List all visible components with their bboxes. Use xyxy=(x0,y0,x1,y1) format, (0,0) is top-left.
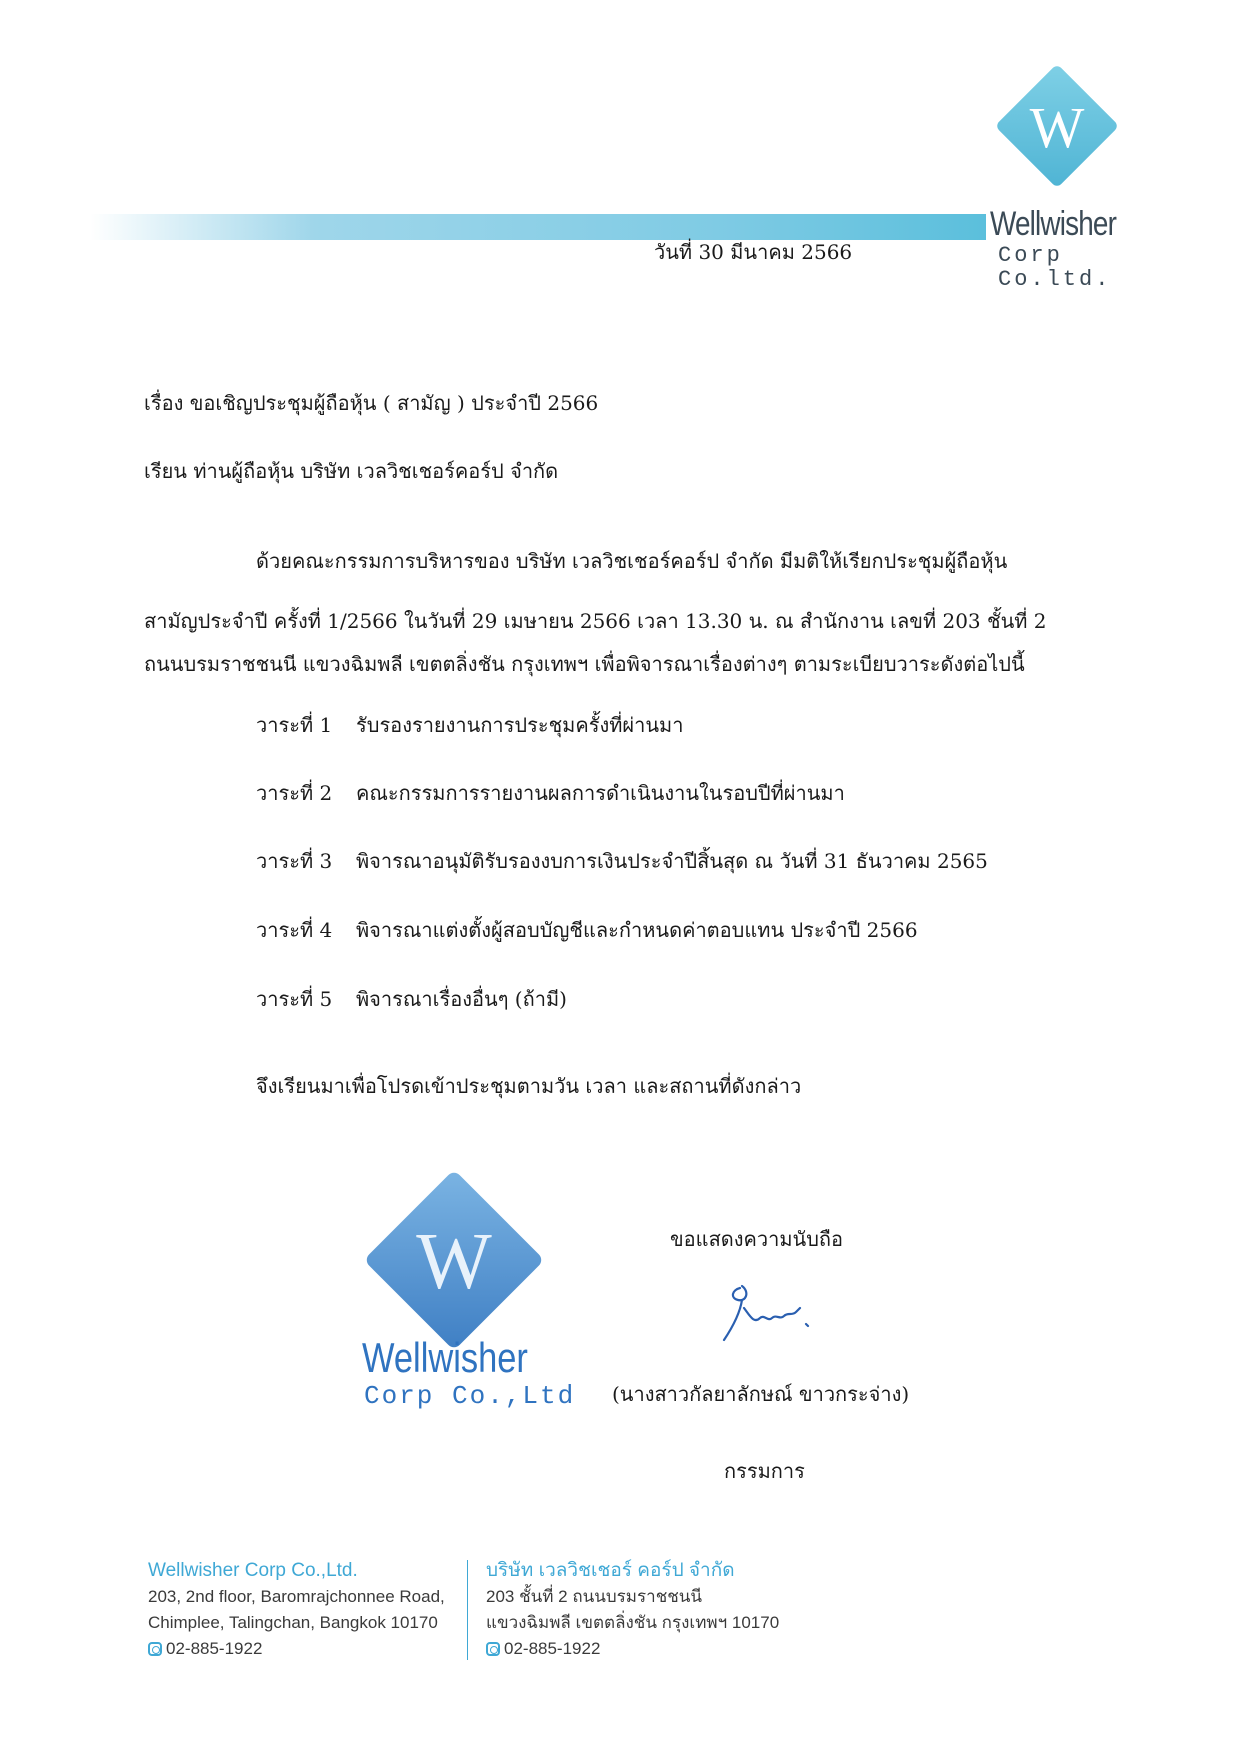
phone-icon xyxy=(148,1642,162,1656)
footer-address-line: 203, 2nd floor, Baromrajchonnee Road, xyxy=(148,1587,445,1606)
footer-phone-number: 02-885-1922 xyxy=(166,1639,263,1658)
handwritten-signature xyxy=(710,1268,840,1348)
logo-brand-sub: Corp Co.ltd. xyxy=(998,243,1112,292)
closing-line: จึงเรียนมาเพื่อโปรดเข้าประชุมตามวัน เวลา และสถานที่ดังกล่าว xyxy=(256,1074,802,1098)
logo-brand-name: Wellwisher xyxy=(990,205,1117,243)
agenda-label: วาระที่ 1 xyxy=(256,713,333,737)
footer-address-line: 203 ชั้นที่ 2 ถนนบรมราชชนนี xyxy=(486,1587,703,1606)
signer-title: กรรมการ xyxy=(724,1459,805,1483)
letter-subject: เรื่อง ขอเชิญประชุมผู้ถือหุ้น ( สามัญ ) ประจำปี 2566 xyxy=(144,391,599,415)
footer-address-line: Chimplee, Talingchan, Bangkok 10170 xyxy=(148,1613,438,1632)
footer-company-name-en: Wellwisher Corp Co.,Ltd. xyxy=(148,1560,358,1581)
agenda-text: รับรองรายงานการประชุมครั้งที่ผ่านมา xyxy=(356,713,684,737)
agenda-text: พิจารณาอนุมัติรับรองงบการเงินประจำปีสิ้นสุด ณ วันที่ 31 ธันวาคม 2565 xyxy=(356,849,988,873)
footer-thai xyxy=(486,1558,779,1662)
agenda-text: พิจารณาแต่งตั้งผู้สอบบัญชีและกำหนดค่าตอบแทน ประจำปี 2566 xyxy=(356,918,918,942)
agenda-item xyxy=(256,917,918,943)
stamp-brand-sub: Corp Co.,Ltd xyxy=(364,1381,576,1411)
agenda-item xyxy=(256,780,845,806)
agenda-item xyxy=(256,848,988,874)
letter-salutation: เรียน ท่านผู้ถือหุ้น บริษัท เวลวิชเชอร์คอร์ป จำกัด xyxy=(144,459,559,483)
footer-address-line: แขวงฉิมพลี เขตตลิ่งชัน กรุงเทพฯ 10170 xyxy=(486,1613,780,1632)
logo-letter: W xyxy=(1029,95,1085,160)
agenda-text: คณะกรรมการรายงานผลการดำเนินงานในรอบปีที่ผ่านมา xyxy=(356,781,845,805)
agenda-text: พิจารณาเรื่องอื่นๆ (ถ้ามี) xyxy=(356,987,567,1011)
footer-phone xyxy=(486,1636,779,1662)
regards-line: ขอแสดงความนับถือ xyxy=(670,1227,844,1251)
footer-divider xyxy=(467,1560,468,1660)
body-line-3: ถนนบรมราชชนนี แขวงฉิมพลี เขตตลิ่งชัน กรุงเทพฯ เพื่อพิจารณาเรื่องต่างๆ ตามระเบียบวาระดังต่อไปนี้ xyxy=(144,652,1025,676)
agenda-item xyxy=(256,712,683,738)
letter-date: วันที่ 30 มีนาคม 2566 xyxy=(654,240,853,264)
footer-company-name-th: บริษัท เวลวิชเชอร์ คอร์ป จำกัด xyxy=(486,1560,735,1581)
body-line-2: สามัญประจำปี ครั้งที่ 1/2566 ในวันที่ 29 เมษายน 2566 เวลา 13.30 น. ณ สำนักงาน เลขที่ 203 ชั้นที่ 2 xyxy=(144,609,1047,633)
header-gradient-bar xyxy=(90,214,986,240)
stamp-letter: W xyxy=(416,1218,492,1306)
body-line-1: ด้วยคณะกรรมการบริหารของ บริษัท เวลวิชเชอร์คอร์ป จำกัด มีมติให้เรียกประชุมผู้ถือหุ้น xyxy=(256,549,1008,573)
agenda-label: วาระที่ 4 xyxy=(256,918,333,942)
footer-english xyxy=(148,1558,445,1662)
phone-icon xyxy=(486,1642,500,1656)
agenda-label: วาระที่ 2 xyxy=(256,781,333,805)
agenda-label: วาระที่ 5 xyxy=(256,987,333,1011)
agenda-item xyxy=(256,986,567,1012)
footer-phone xyxy=(148,1636,445,1662)
signer-name: (นางสาวกัลยาลักษณ์ ขาวกระจ่าง) xyxy=(612,1382,910,1406)
stamp-brand-name: Wellwisher xyxy=(362,1334,528,1381)
footer-phone-number: 02-885-1922 xyxy=(504,1639,601,1658)
agenda-label: วาระที่ 3 xyxy=(256,849,333,873)
